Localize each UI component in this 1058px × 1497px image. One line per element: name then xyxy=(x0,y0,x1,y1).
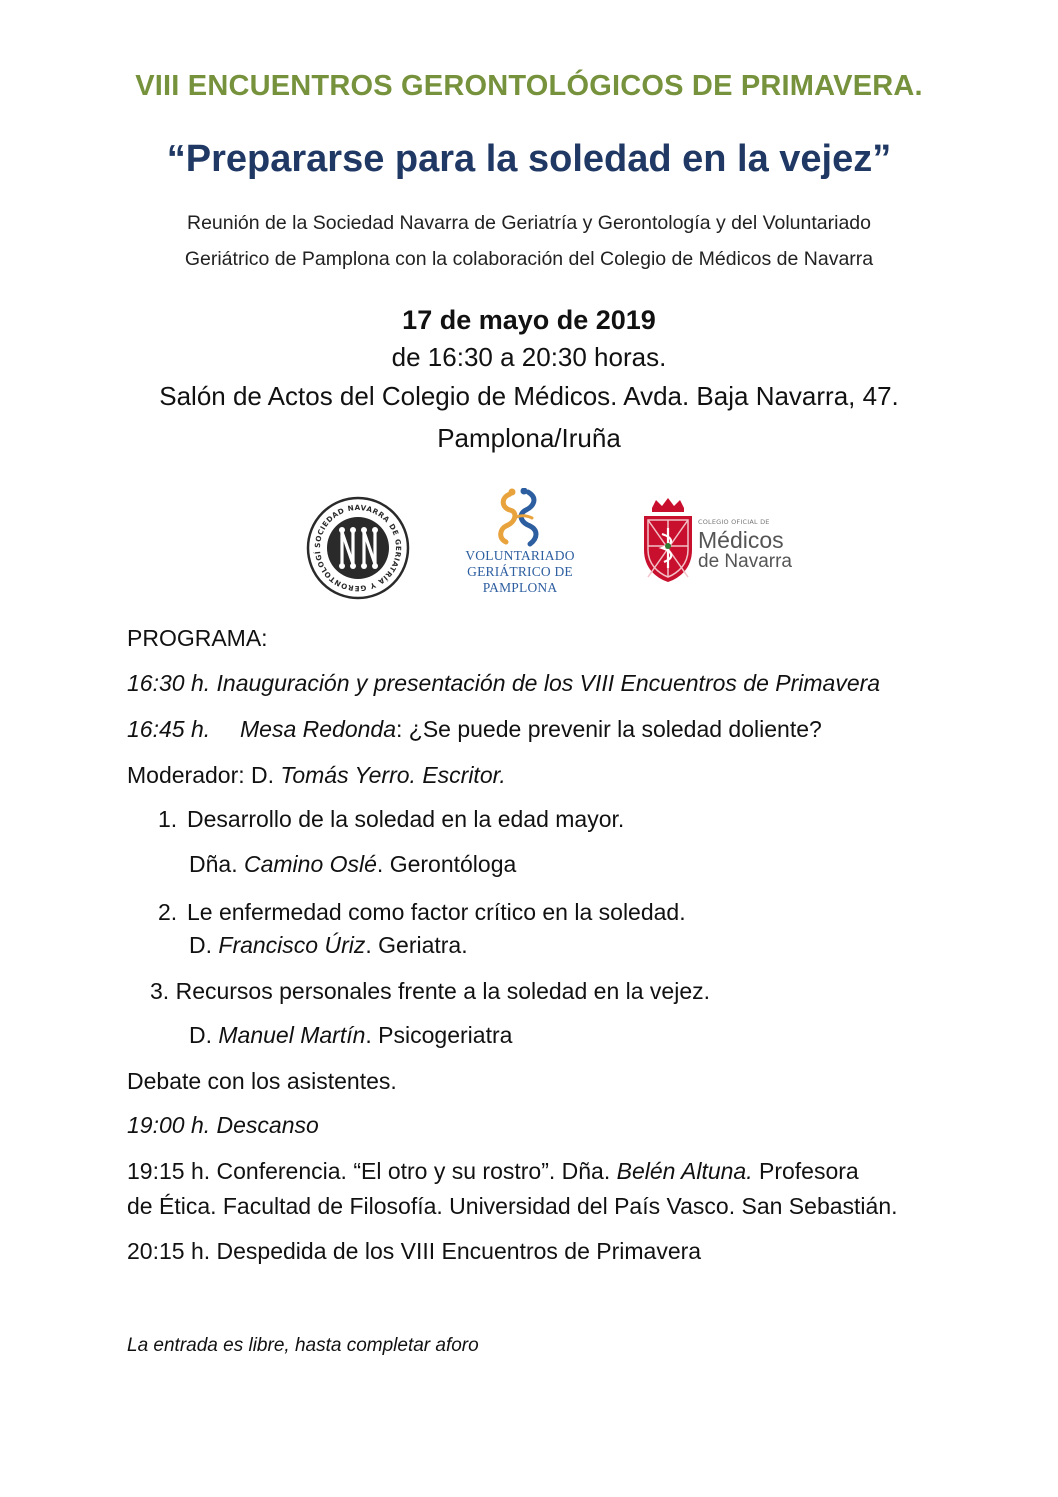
speaker-name: Francisco Úriz xyxy=(218,932,366,958)
program-moderator xyxy=(127,762,506,789)
program-roundtable xyxy=(127,716,822,743)
program-conference xyxy=(127,1158,859,1185)
speaker-name: Manuel Martín xyxy=(218,1022,366,1048)
item-number: 2. xyxy=(158,899,178,925)
program-farewell: 20:15 h. Despedida de los VIII Encuentros de Primavera xyxy=(127,1238,702,1264)
program-debate: Debate con los asistentes. xyxy=(127,1068,397,1094)
volunteer-logo-line-1: VOLUNTARIADO xyxy=(465,548,575,563)
speaker-name: Camino Oslé xyxy=(243,851,377,877)
speaker-role: . Geriatra. xyxy=(365,932,468,958)
event-venue: Salón de Actos del Colegio de Médicos. Avda. Baja Navarra, 47. xyxy=(159,381,899,411)
item-title: Le enfermedad como factor crítico en la soledad. xyxy=(187,899,686,925)
admission-note: La entrada es libre, hasta completar aforo xyxy=(127,1335,479,1356)
speaker-role: . Gerontóloga xyxy=(376,851,517,877)
volunteer-logo-text xyxy=(450,548,590,596)
roundtable-time: 16:45 h. xyxy=(127,716,211,742)
volunteer-logo-line-2: GERIÁTRICO DE xyxy=(467,564,573,579)
volunteer-ribbon-logo xyxy=(450,488,590,600)
medical-college-logo xyxy=(640,494,800,586)
program-heading: PROGRAMA: xyxy=(127,625,268,651)
item-speaker xyxy=(189,1022,512,1049)
roundtable-topic: : ¿Se puede prevenir la soledad doliente? xyxy=(396,716,822,742)
item-title: Desarrollo de la soledad en la edad mayor. xyxy=(187,806,625,832)
program-item xyxy=(150,978,710,1005)
event-city: Pamplona/Iruña xyxy=(437,423,621,453)
speaker-prefix: Dña. xyxy=(189,851,244,877)
conference-text: 19:15 h. Conferencia. “El otro y su rostro”. Dña. xyxy=(127,1158,617,1184)
moderator-prefix: Moderador: D. xyxy=(127,762,281,788)
item-speaker xyxy=(189,932,468,959)
item-number: 3. xyxy=(150,978,170,1004)
seal-ring-text: SOCIEDAD NAVARRA DE GERIATRÍA Y GERONTOLOGÍ xyxy=(312,502,404,594)
speaker-prefix: D. xyxy=(189,932,219,958)
college-label-main-2: de Navarra xyxy=(698,551,792,572)
item-speaker xyxy=(189,851,516,878)
organizers-line-1: Reunión de la Sociedad Navarra de Geriatría y Gerontología y del Voluntariado xyxy=(186,212,871,234)
moderator-name: Tomás Yerro. Escritor. xyxy=(280,762,506,788)
program-break: 19:00 h. Descanso xyxy=(127,1112,319,1138)
society-seal-icon xyxy=(306,496,410,600)
college-label-small: COLEGIO OFICIAL DE xyxy=(698,518,770,526)
society-seal-logo xyxy=(306,496,410,600)
item-number: 1. xyxy=(158,806,178,832)
event-hours: de 16:30 a 20:30 horas. xyxy=(391,342,667,372)
program-conference-continued: de Ética. Facultad de Filosofía. Universidad del País Vasco. San Sebastián. xyxy=(127,1193,898,1219)
ribbon-figures-icon xyxy=(450,488,590,548)
item-title: Recursos personales frente a la soledad en la vejez. xyxy=(169,978,711,1004)
event-title: “Prepararse para la soledad en la vejez” xyxy=(166,138,892,180)
volunteer-logo-line-3: PAMPLONA xyxy=(482,580,558,595)
conference-role: Profesora xyxy=(752,1158,859,1184)
conference-speaker: Belén Altuna. xyxy=(616,1158,753,1184)
college-label-main-1: Médicos xyxy=(698,527,784,553)
program-item xyxy=(158,899,686,926)
coat-of-arms-icon xyxy=(640,494,696,586)
program-item xyxy=(158,806,624,833)
event-series-title: VIII ENCUENTROS GERONTOLÓGICOS DE PRIMAVERA. xyxy=(135,70,923,102)
event-date: 17 de mayo de 2019 xyxy=(402,305,656,335)
speaker-prefix: D. xyxy=(189,1022,219,1048)
speaker-role: . Psicogeriatra xyxy=(365,1022,513,1048)
roundtable-label: Mesa Redonda xyxy=(240,716,396,742)
organizers-line-2: Geriátrico de Pamplona con la colaboración del Colegio de Médicos de Navarra xyxy=(184,248,874,270)
program-opening: 16:30 h. Inauguración y presentación de los VIII Encuentros de Primavera xyxy=(127,670,881,696)
